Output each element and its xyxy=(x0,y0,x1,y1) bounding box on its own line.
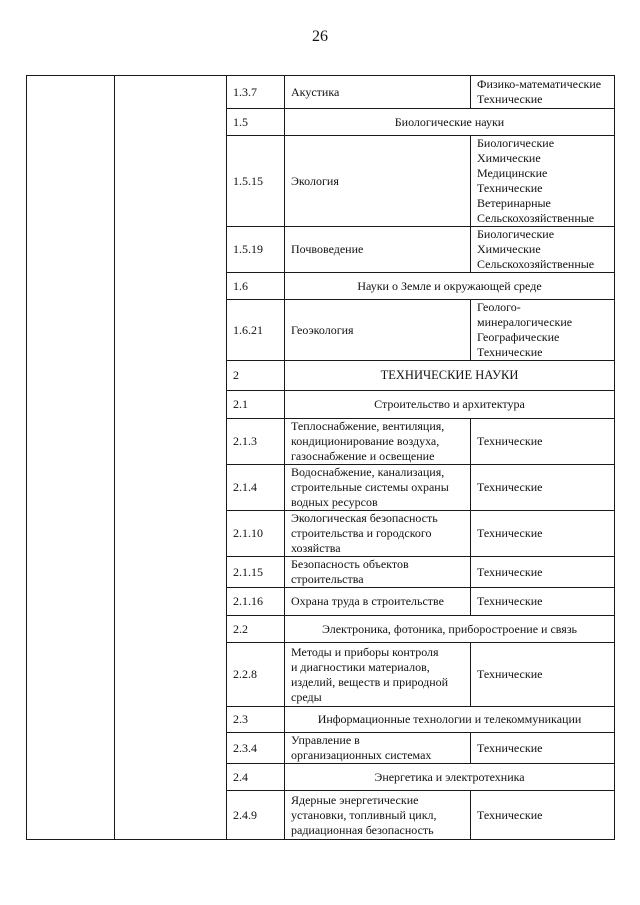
specialty-code: 2.1.16 xyxy=(227,588,285,616)
specialty-name-line: Водоснабжение, канализация, xyxy=(291,465,445,479)
science-field: Биологические xyxy=(477,136,555,150)
science-field: Технические xyxy=(471,588,615,616)
specialty-name-line: Методы и приборы контроля xyxy=(291,644,439,659)
specialty-name-line: кондиционирование воздуха, xyxy=(291,434,440,448)
specialty-code: 2.2.8 xyxy=(227,643,285,707)
specialty-name-line: организационных системах xyxy=(291,748,432,762)
specialty-name-line: среды xyxy=(291,689,322,704)
science-field: Технические xyxy=(477,181,543,195)
science-fields xyxy=(471,76,615,109)
specialty-name xyxy=(285,511,471,557)
science-field: Химические xyxy=(477,242,541,256)
science-field: Технические xyxy=(471,733,615,764)
science-field: Технические xyxy=(471,557,615,588)
specialty-name-line: Ядерные энергетические xyxy=(291,792,419,807)
section-code: 2.4 xyxy=(227,764,285,791)
specialties-table xyxy=(26,75,615,840)
specialty-name-line: газоснабжение и освещение xyxy=(291,449,435,463)
science-field: Сельскохозяйственные xyxy=(477,211,595,225)
section-code: 2.1 xyxy=(227,391,285,419)
science-field: Геолого- xyxy=(477,300,521,314)
specialty-name-line: хозяйства xyxy=(291,541,341,555)
science-field: Медицинские xyxy=(477,166,548,180)
science-field: Технические xyxy=(471,465,615,511)
section-title: Строительство и архитектура xyxy=(285,391,615,419)
specialty-name-line: Безопасность объектов xyxy=(291,557,409,571)
section-title: Энергетика и электротехника xyxy=(285,764,615,791)
specialty-name-line: строительные системы охраны xyxy=(291,480,449,494)
specialty-name-line: Теплоснабжение, вентиляция, xyxy=(291,419,445,433)
specialty-code: 2.1.4 xyxy=(227,465,285,511)
specialty-code: 2.1.10 xyxy=(227,511,285,557)
science-fields xyxy=(471,227,615,273)
science-field: Физико-математические xyxy=(477,77,602,91)
section-code: 2.3 xyxy=(227,707,285,733)
specialty-code: 1.5.15 xyxy=(227,136,285,227)
section-title: Науки о Земле и окружающей среде xyxy=(285,273,615,300)
specialty-name-line: Управление в xyxy=(291,733,360,747)
specialty-name xyxy=(285,588,471,616)
specialty-name-line: строительства xyxy=(291,572,364,586)
empty-column-left xyxy=(27,76,115,840)
specialty-name xyxy=(285,419,471,465)
section-code: 2 xyxy=(227,361,285,391)
section-code: 1.6 xyxy=(227,273,285,300)
specialty-code: 2.3.4 xyxy=(227,733,285,764)
specialty-name-line: строительства и городского xyxy=(291,526,432,540)
section-code: 1.5 xyxy=(227,109,285,136)
specialty-code: 1.3.7 xyxy=(227,76,285,109)
science-fields xyxy=(471,136,615,227)
science-field: Технические xyxy=(471,791,615,840)
specialty-name-line: радиационная безопасность xyxy=(291,822,434,837)
science-field: Географические xyxy=(477,330,560,344)
section-title: ТЕХНИЧЕСКИЕ НАУКИ xyxy=(285,361,615,391)
science-field: минералогические xyxy=(477,315,573,329)
science-field: Ветеринарные xyxy=(477,196,551,210)
section-title: Биологические науки xyxy=(285,109,615,136)
specialty-name-line: Охрана труда в строительстве xyxy=(291,594,444,608)
specialty-code: 2.1.3 xyxy=(227,419,285,465)
science-fields xyxy=(471,300,615,361)
specialty-code: 2.4.9 xyxy=(227,791,285,840)
specialty-code: 1.6.21 xyxy=(227,300,285,361)
specialty-name: Геоэкология xyxy=(285,300,471,361)
specialty-name-line: водных ресурсов xyxy=(291,495,378,509)
science-field: Биологические xyxy=(477,227,555,241)
science-field: Технические xyxy=(477,345,543,359)
specialty-code: 1.5.19 xyxy=(227,227,285,273)
specialty-name xyxy=(285,643,471,707)
specialty-name: Почвоведение xyxy=(285,227,471,273)
specialty-name-line: и диагностики материалов, xyxy=(291,659,430,674)
specialty-name: Экология xyxy=(285,136,471,227)
empty-column-middle xyxy=(115,76,227,840)
specialty-name-line: Экологическая безопасность xyxy=(291,511,438,525)
specialty-name-line: изделий, веществ и природной xyxy=(291,674,449,689)
science-field: Сельскохозяйственные xyxy=(477,257,595,271)
science-field: Технические xyxy=(471,511,615,557)
specialty-name xyxy=(285,465,471,511)
section-title: Информационные технологии и телекоммуникации xyxy=(285,707,615,733)
specialties-table-body xyxy=(27,76,615,840)
science-field: Технические xyxy=(471,419,615,465)
science-field: Химические xyxy=(477,151,541,165)
page-number: 26 xyxy=(312,28,328,45)
section-title: Электроника, фотоника, приборостроение и связь xyxy=(285,616,615,643)
specialty-name xyxy=(285,733,471,764)
science-field: Технические xyxy=(477,92,543,106)
specialty-name xyxy=(285,557,471,588)
specialty-name-line: установки, топливный цикл, xyxy=(291,807,437,822)
specialty-name xyxy=(285,791,471,840)
section-code: 2.2 xyxy=(227,616,285,643)
table-row xyxy=(27,76,615,109)
specialty-code: 2.1.15 xyxy=(227,557,285,588)
specialty-name: Акустика xyxy=(285,76,471,109)
science-field: Технические xyxy=(471,643,615,707)
